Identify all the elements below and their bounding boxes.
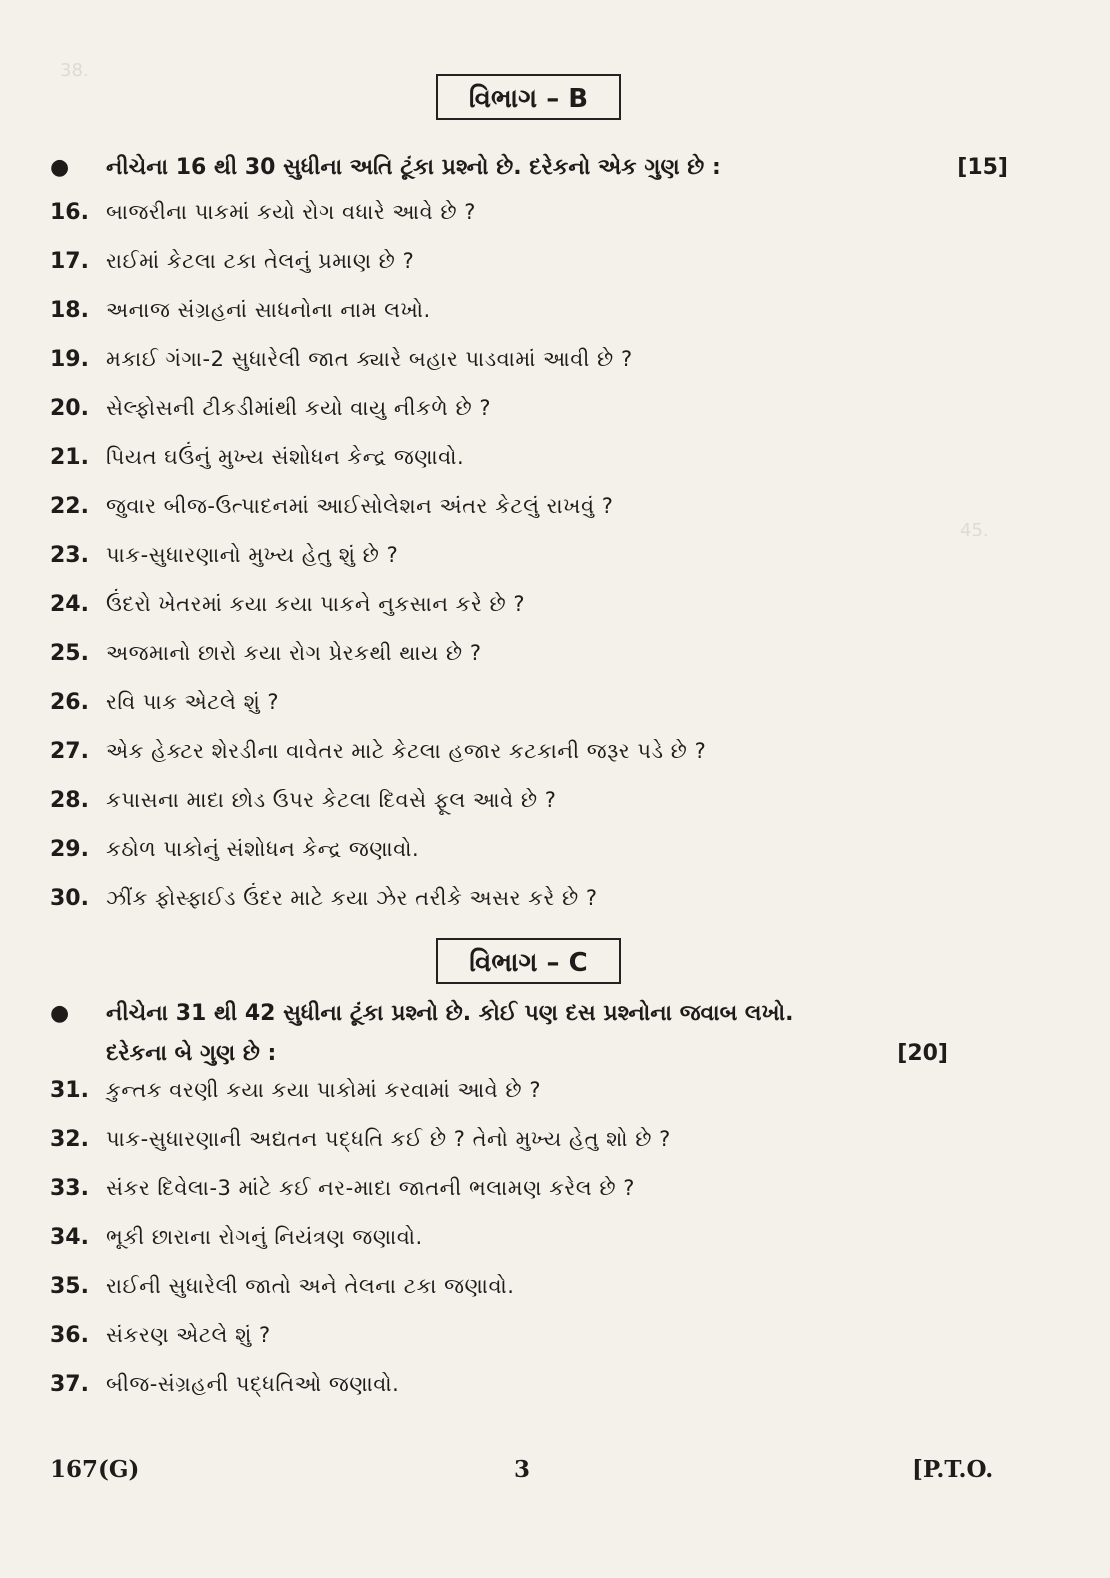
question-number: 17. [50, 249, 89, 274]
question-number: 37. [50, 1372, 89, 1397]
question-item [50, 494, 613, 528]
question-text: રાઈમાં કેટલા ટકા તેલનું પ્રમાણ છે ? [106, 249, 415, 273]
question-item [50, 347, 633, 381]
section-c-heading [436, 938, 621, 984]
question-text: અનાજ સંગ્રહનાં સાધનોના નામ લખો. [106, 298, 431, 322]
bullet-icon: ● [50, 1001, 70, 1026]
question-number: 33. [50, 1176, 89, 1201]
page-number: 3 [514, 1456, 531, 1483]
question-text: મકાઈ ગંગા-2 સુધારેલી જાત ક્યારે બહાર પાડવામાં આવી છે ? [106, 347, 633, 371]
section-c-instruction-text: નીચેના 31 થી 42 સુધીના ટૂંકા પ્રશ્નો છે. કોઈ પણ દસ પ્રશ્નોના જવાબ લખો. [106, 1001, 794, 1026]
question-item [50, 739, 706, 773]
section-c-instruction-text-2: દરેકના બે ગુણ છે : [106, 1041, 277, 1066]
question-item [50, 298, 431, 332]
question-text: રવિ પાક એટલે શું ? [106, 690, 280, 714]
question-text: રાઈની સુધારેલી જાતો અને તેલના ટકા જણાવો. [106, 1274, 515, 1298]
question-item [50, 641, 481, 675]
question-text: સંકરણ એટલે શું ? [106, 1323, 271, 1347]
question-item [50, 837, 419, 871]
question-text: ભૂકી છારાના રોગનું નિયંત્રણ જણાવો. [106, 1225, 423, 1249]
question-item [50, 445, 464, 479]
question-number: 26. [50, 690, 89, 715]
question-number: 22. [50, 494, 89, 519]
question-text: પિયત ઘઉંનું મુખ્ય સંશોધન કેન્દ્ર જણાવો. [106, 445, 465, 469]
question-item [50, 543, 398, 577]
section-b-instruction [50, 155, 1010, 187]
question-text: પાક-સુધારણાનો મુખ્ય હેતુ શું છે ? [106, 543, 399, 567]
question-item [50, 1323, 271, 1357]
question-number: 23. [50, 543, 89, 568]
exam-page: 38. 45. વિભાગ – B ● નીચેના 16 થી 30 સુધીના અતિ ટૂંકા પ્રશ્નો છે. દરેકનો એક ગુણ છે : [15] 16. બાજરીના પાકમાં કયો રોગ વધારે આવે છે ? 17. રાઈમાં કેટલા ટકા તેલનું પ્રમાણ છે ? 18. અનાજ સંગ્રહનાં સાધનોના નામ લખો. 19. મકાઈ ગંગા-2 સુધારેલી જાત ક્યારે બહાર પાડવામાં આવી છે ? 20. સેલ્ફોસની ટીકડીમાંથી કયો વાયુ નીકળે છે ? 21. પિયત ઘઉંનું મુખ્ય સંશોધન કેન્દ્ર જણાવો. 22. જુવાર બીજ-ઉત્પાદનમાં આઈસોલેશન અંતર કેટલું રાખવું ? 23. પાક-સુધારણાનો મુખ્ય હેતુ શું છે ? 24. ઉંદરો ખેતરમાં કયા કયા પાકને નુકસાન કરે છે ? 25. અજમાનો છારો કયા રોગ પ્રેરકથી થાય છે ? 26. રવિ પાક એટલે શું ? 27. એક હેક્ટર શેરડીના વાવેતર માટે કેટલા હજાર કટકાની જરૂર પડે છે ? 28. કપાસના માદા છોડ ઉપર કેટલા દિવસે ફૂલ આવે છે ? 29. કઠોળ પાકોનું સંશોધન કેન્દ્ર જણાવો. 30. ઝીંક ફોસ્ફાઈડ ઉંદર માટે કયા ઝેર તરીકે અસર કરે છે ? વિભાગ – C ● નીચેના 31 થી 42 સુધીના ટૂંકા પ્રશ્નો છે. કોઈ પણ દસ પ્રશ્નોના જવાબ લખો. દરેકના બે ગુણ છે : [20] 31. કુન્તક વરણી કયા કયા પાકોમાં કરવામાં આવે છે ? 32. પાક-સુધારણાની અદ્યતન પદ્ધતિ કઈ છે ? તેનો મુખ્ય હેતુ શો છે ? 33. સંકર દિવેલા-3 માંટે કઈ નર-માદા જાતની ભલામણ કરેલ છે ? 34. ભૂકી છારાના રોગનું નિયંત્રણ જણાવો. 35. રાઈની સુધારેલી જાતો અને તેલના ટકા જણાવો. 36. સંકરણ એટલે શું ? 37. બીજ-સંગ્રહની પદ્ધતિઓ જણાવો. 167(G) 3 [P.T.O. [50, 60, 1008, 1483]
section-c-instruction [50, 1001, 1010, 1071]
question-item [50, 592, 525, 626]
question-number: 29. [50, 837, 89, 862]
question-number: 20. [50, 396, 89, 421]
paper-code: 167(G) [50, 1456, 140, 1483]
question-text: કઠોળ પાકોનું સંશોધન કેન્દ્ર જણાવો. [106, 837, 420, 861]
question-item [50, 1078, 541, 1112]
question-number: 19. [50, 347, 89, 372]
question-number: 28. [50, 788, 89, 813]
question-number: 24. [50, 592, 89, 617]
question-item [50, 1372, 399, 1406]
question-number: 18. [50, 298, 89, 323]
question-item [50, 396, 491, 430]
question-text: કપાસના માદા છોડ ઉપર કેટલા દિવસે ફૂલ આવે છે ? [106, 788, 557, 812]
question-item [50, 1127, 671, 1161]
question-text: ઉંદરો ખેતરમાં કયા કયા પાકને નુકસાન કરે છે ? [106, 592, 526, 616]
section-c-marks: [20] [897, 1041, 948, 1066]
question-text: સેલ્ફોસની ટીકડીમાંથી કયો વાયુ નીકળે છે ? [106, 396, 491, 420]
question-number: 34. [50, 1225, 89, 1250]
question-number: 32. [50, 1127, 89, 1152]
question-item [50, 249, 414, 283]
question-number: 27. [50, 739, 89, 764]
question-number: 25. [50, 641, 89, 666]
question-text: ઝીંક ફોસ્ફાઈડ ઉંદર માટે કયા ઝેર તરીકે અસર કરે છે ? [106, 886, 598, 910]
bullet-icon: ● [50, 155, 70, 180]
question-item [50, 788, 556, 822]
question-number: 30. [50, 886, 89, 911]
section-b-instruction-text: નીચેના 16 થી 30 સુધીના અતિ ટૂંકા પ્રશ્નો છે. દરેકનો એક ગુણ છે : [106, 155, 721, 180]
question-item [50, 1176, 635, 1210]
question-text: અજમાનો છારો કયા રોગ પ્રેરકથી થાય છે ? [106, 641, 482, 665]
question-text: જુવાર બીજ-ઉત્પાદનમાં આઈસોલેશન અંતર કેટલું રાખવું ? [106, 494, 614, 518]
question-text: બીજ-સંગ્રહની પદ્ધતિઓ જણાવો. [106, 1372, 400, 1396]
section-c-heading-text: વિભાગ – C [469, 948, 588, 978]
section-b-marks: [15] [957, 155, 1008, 180]
question-item [50, 1225, 423, 1259]
question-text: એક હેક્ટર શેરડીના વાવેતર માટે કેટલા હજાર કટકાની જરૂર પડે છે ? [106, 739, 707, 763]
question-number: 31. [50, 1078, 89, 1103]
question-number: 16. [50, 200, 89, 225]
question-text: બાજરીના પાકમાં કયો રોગ વધારે આવે છે ? [106, 200, 476, 224]
section-b-heading [436, 74, 621, 120]
question-number: 36. [50, 1323, 89, 1348]
question-text: પાક-સુધારણાની અદ્યતન પદ્ધતિ કઈ છે ? તેનો મુખ્ય હેતુ શો છે ? [106, 1127, 671, 1151]
question-item [50, 1274, 514, 1308]
please-turn-over: [P.T.O. [912, 1456, 994, 1483]
question-item [50, 690, 279, 724]
question-item [50, 886, 598, 920]
question-text: કુન્તક વરણી કયા કયા પાકોમાં કરવામાં આવે છે ? [106, 1078, 541, 1102]
question-item [50, 200, 476, 234]
question-number: 21. [50, 445, 89, 470]
question-text: સંકર દિવેલા-3 માંટે કઈ નર-માદા જાતની ભલામણ કરેલ છે ? [106, 1176, 635, 1200]
question-number: 35. [50, 1274, 89, 1299]
section-b-heading-text: વિભાગ – B [468, 84, 589, 114]
